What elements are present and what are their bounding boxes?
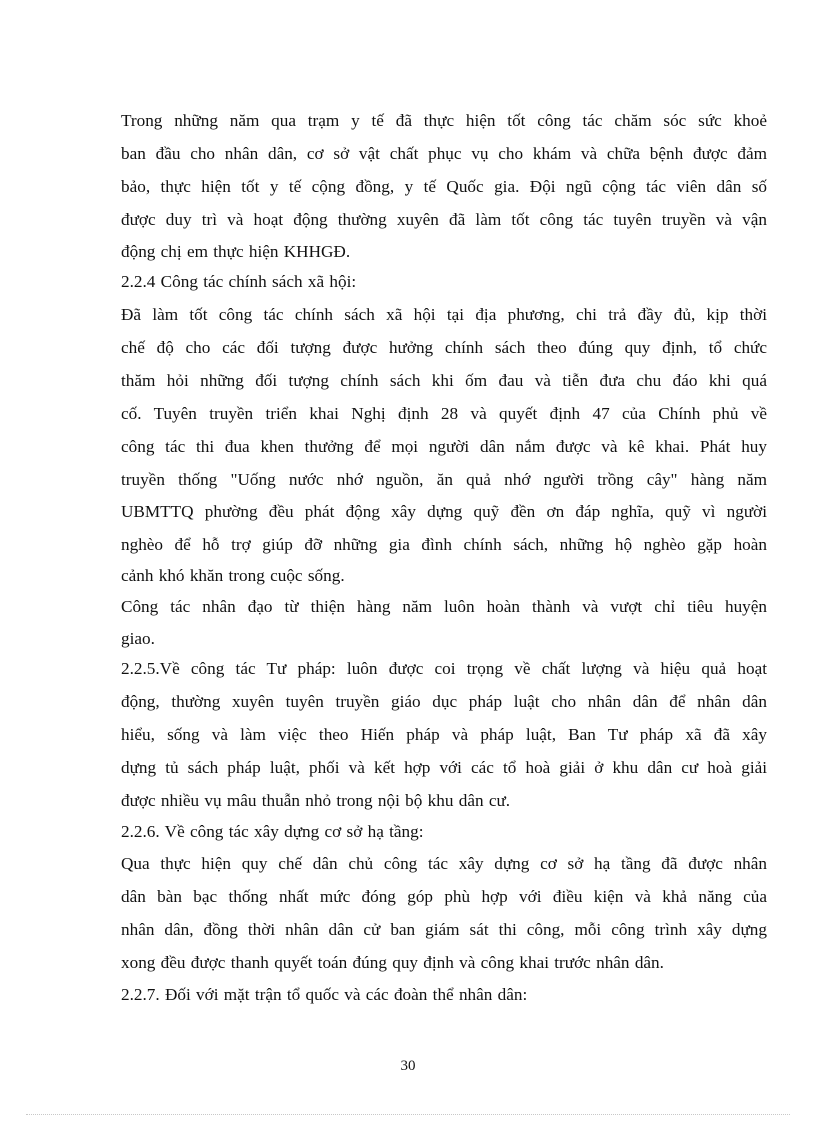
text-line: chế độ cho các đối tượng được hưởng chính sách theo đúng quy định, tổ chức <box>121 338 767 357</box>
text-line: nghèo để hỗ trợ giúp đỡ những gia đình chính sách, những hộ nghèo gặp hoàn <box>121 535 767 554</box>
text-line: thăm hỏi những đối tượng chính sách khi ốm đau và tiễn đưa chu đáo khi quá <box>121 371 767 390</box>
text-line: ban đầu cho nhân dân, cơ sở vật chất phục vụ cho khám và chữa bệnh được đảm <box>121 144 767 163</box>
text-line: cảnh khó khăn trong cuộc sống. <box>121 566 345 585</box>
text-line: giao. <box>121 629 155 648</box>
text-line: Công tác nhân đạo từ thiện hàng năm luôn hoàn thành và vượt chỉ tiêu huyện <box>121 597 767 616</box>
section-heading: 2.2.6. Về công tác xây dựng cơ sở hạ tầng: <box>121 822 424 841</box>
text-line: cố. Tuyên truyền triển khai Nghị định 28 và quyết định 47 của Chính phủ về <box>121 404 767 423</box>
text-line: công tác thi đua khen thưởng để mọi người dân nắm được và kê khai. Phát huy <box>121 437 767 456</box>
text-line: Đã làm tốt công tác chính sách xã hội tại địa phương, chi trả đầy đủ, kịp thời <box>121 305 767 324</box>
text-line: động chị em thực hiện KHHGĐ. <box>121 242 351 261</box>
section-heading: 2.2.5.Về công tác Tư pháp: luôn được coi trọng về chất lượng và hiệu quả hoạt <box>121 659 767 678</box>
text-line: Trong những năm qua trạm y tế đã thực hiện tốt công tác chăm sóc sức khoẻ <box>121 111 767 130</box>
text-line: dân bàn bạc thống nhất mức đóng góp phù hợp với điều kiện và khả năng của <box>121 887 767 906</box>
text-line: dựng tủ sách pháp luật, phối và kết hợp với các tổ hoà giải ở khu dân cư hoà giải <box>121 758 767 777</box>
text-line: UBMTTQ phường đều phát động xây dựng quỹ đền ơn đáp nghĩa, quỹ vì người <box>121 502 767 521</box>
section-heading: 2.2.4 Công tác chính sách xã hội: <box>121 272 357 291</box>
text-line: truyền thống "Uống nước nhớ nguồn, ăn quả nhớ người trồng cây" hàng năm <box>121 470 767 489</box>
section-heading: 2.2.7. Đối với mặt trận tổ quốc và các đoàn thể nhân dân: <box>121 985 528 1004</box>
text-line: được duy trì và hoạt động thường xuyên đã làm tốt công tác tuyên truyền và vận <box>121 210 767 229</box>
text-line: Qua thực hiện quy chế dân chủ công tác xây dựng cơ sở hạ tầng đã được nhân <box>121 854 767 873</box>
text-line: nhân dân, đồng thời nhân dân cử ban giám sát thi công, mỗi công trình xây dựng <box>121 920 767 939</box>
text-line: hiểu, sống và làm việc theo Hiến pháp và pháp luật, Ban Tư pháp xã đã xây <box>121 725 767 744</box>
text-line: bảo, thực hiện tốt y tế cộng đồng, y tế Quốc gia. Đội ngũ cộng tác viên dân số <box>121 177 767 196</box>
text-line: được nhiều vụ mâu thuẫn nhỏ trong nội bộ khu dân cư. <box>121 791 511 810</box>
text-line: động, thường xuyên tuyên truyền giáo dục pháp luật cho nhân dân để nhân dân <box>121 692 767 711</box>
page-divider <box>26 1114 790 1115</box>
text-line: xong đều được thanh quyết toán đúng quy định và công khai trước nhân dân. <box>121 953 664 972</box>
page-number: 30 <box>400 1058 416 1074</box>
